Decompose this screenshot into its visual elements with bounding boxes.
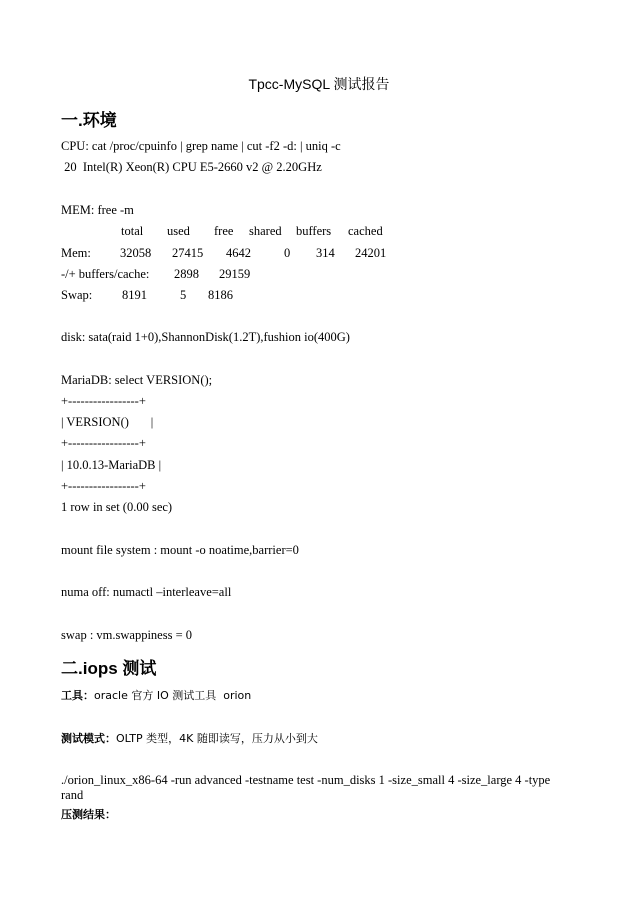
- mode-label: 测试模式：: [61, 732, 116, 745]
- mode-value: OLTP 类型，4K 随即读写，压力从小到大: [116, 732, 318, 745]
- version-header: | VERSION() |: [61, 415, 154, 429]
- buffers-value-free: 29159: [219, 267, 251, 281]
- swap-setting: swap : vm.swappiness = 0: [61, 628, 192, 642]
- swap-value-free: 8186: [208, 288, 233, 302]
- result-label: 压测结果：: [61, 808, 116, 821]
- mem-row-label: Mem:: [61, 246, 91, 260]
- disk-info: disk: sata(raid 1+0),ShannonDisk(1.2T),fushion io(400G): [61, 330, 350, 344]
- mem-value-buffers: 314: [316, 246, 335, 260]
- table-border-bottom: +-----------------+: [61, 479, 146, 493]
- swap-value-used: 5: [180, 288, 187, 302]
- mem-value-shared: 0: [284, 246, 291, 260]
- buffers-row-label: -/+ buffers/cache:: [61, 267, 150, 281]
- swap-value-total: 8191: [122, 288, 147, 302]
- mem-header-buffers: buffers: [296, 224, 332, 238]
- buffers-value-used: 2898: [174, 267, 199, 281]
- tool-value: oracle 官方 IO 测试工具 orion: [94, 689, 252, 702]
- mem-value-total: 32058: [120, 246, 152, 260]
- swap-row-label: Swap:: [61, 288, 93, 302]
- mem-header-shared: shared: [249, 224, 282, 238]
- tool-label: 工具：: [61, 689, 94, 702]
- cpu-command: CPU: cat /proc/cpuinfo | grep name | cut -f2 -d: | uniq -c: [61, 139, 341, 153]
- mem-command: MEM: free -m: [61, 203, 134, 217]
- mem-header-total: total: [121, 224, 144, 238]
- orion-command-cont: rand: [61, 788, 84, 802]
- tool-line: [61, 687, 251, 704]
- table-border-mid: +-----------------+: [61, 436, 146, 450]
- rows-in-set: 1 row in set (0.00 sec): [61, 500, 173, 514]
- orion-command: ./orion_linux_x86-64 -run advanced -testname test -num_disks 1 -size_small 4 -size_large 4 -type: [61, 773, 551, 787]
- mount-info: mount file system : mount -o noatime,barrier=0: [61, 543, 299, 557]
- version-value: | 10.0.13-MariaDB |: [61, 458, 162, 472]
- section-heading-environment: 一.环境: [61, 111, 117, 130]
- mem-header-used: used: [167, 224, 190, 238]
- mode-line: [61, 730, 318, 747]
- section-heading-iops: 二.iops 测试: [61, 659, 157, 678]
- cpu-result: 20 Intel(R) Xeon(R) CPU E5-2660 v2 @ 2.20GHz: [61, 160, 322, 174]
- mem-value-free: 4642: [226, 246, 251, 260]
- mem-value-used: 27415: [172, 246, 204, 260]
- mem-header-cached: cached: [348, 224, 383, 238]
- page-title: Tpcc-MySQL 测试报告: [248, 76, 390, 92]
- mem-value-cached: 24201: [355, 246, 387, 260]
- mem-header-free: free: [214, 224, 234, 238]
- mariadb-command: MariaDB: select VERSION();: [61, 373, 213, 387]
- numa-info: numa off: numactl –interleave=all: [61, 585, 232, 599]
- table-border-top: +-----------------+: [61, 394, 146, 408]
